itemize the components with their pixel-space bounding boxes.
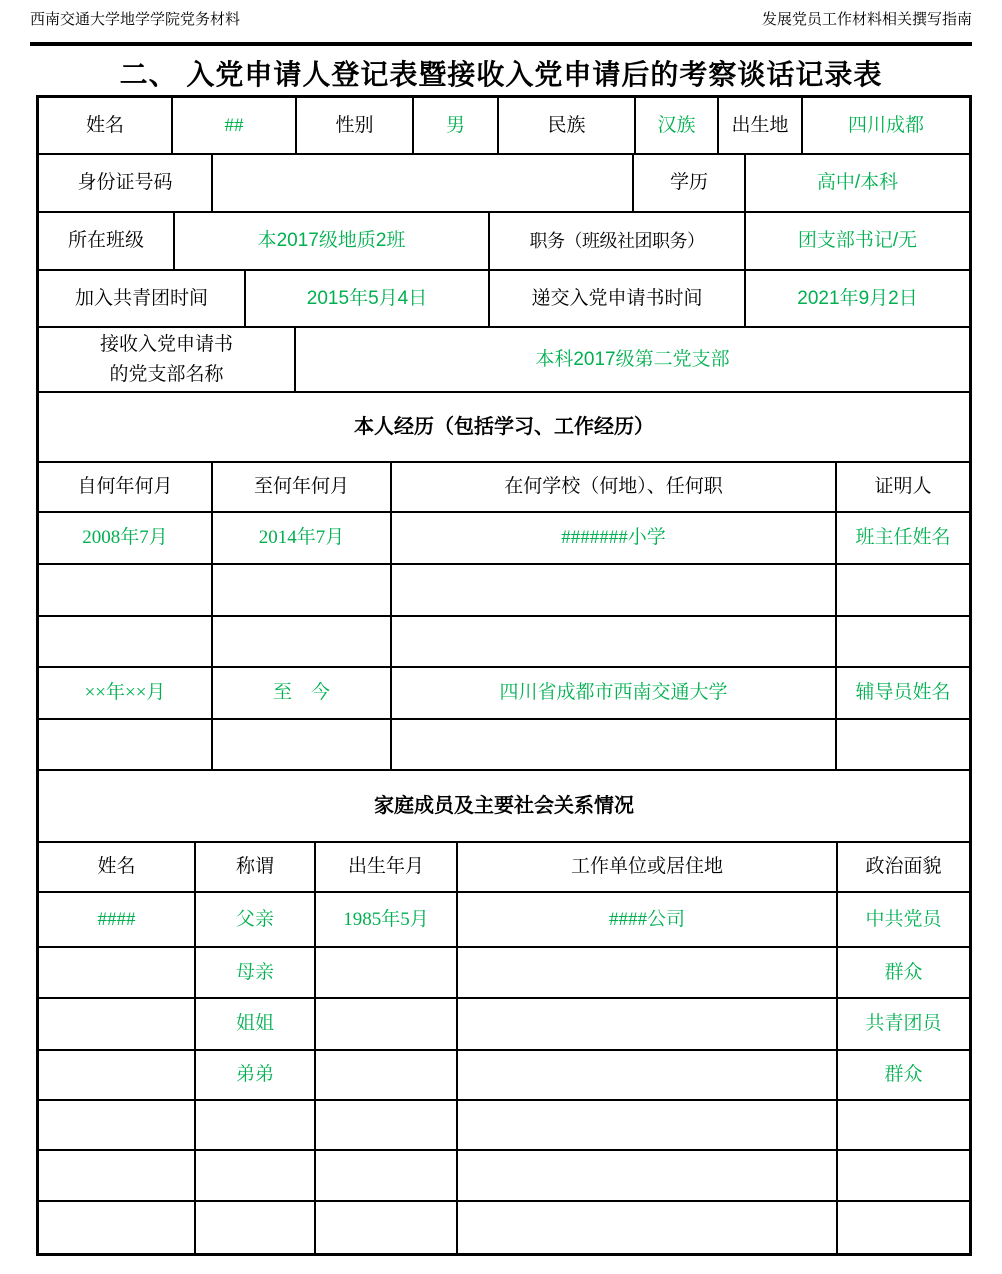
exp-cell-from: ××年××月 bbox=[39, 668, 213, 718]
ethnicity-label: 民族 bbox=[499, 98, 636, 153]
branch-label-line2: 的党支部名称 bbox=[109, 363, 224, 385]
fam-cell-politics bbox=[838, 1151, 969, 1200]
fam-cell-name bbox=[39, 1202, 196, 1253]
fam-cell-politics: 共青团员 bbox=[865, 1013, 942, 1035]
education-label: 学历 bbox=[634, 155, 746, 211]
exp-cell-to: 2014年7月 bbox=[213, 513, 392, 563]
exp-header-to: 至何年何月 bbox=[213, 463, 392, 511]
basic-row-1 bbox=[39, 98, 969, 155]
fam-cell-relation: 姐姐 bbox=[196, 999, 316, 1049]
exp-cell-witness bbox=[837, 565, 969, 615]
family-row bbox=[39, 893, 969, 948]
page-header bbox=[30, 8, 972, 29]
exp-cell-from bbox=[39, 720, 213, 769]
experience-header-row bbox=[39, 463, 969, 513]
gender-value: 男 bbox=[414, 98, 499, 153]
exp-row bbox=[39, 565, 969, 617]
exp-cell-witness bbox=[837, 617, 969, 666]
exp-header-school: 在何学校（何地）、任何职 bbox=[392, 463, 837, 511]
class-value: 本2017级地质2班 bbox=[175, 213, 490, 269]
fam-cell-relation: 母亲 bbox=[196, 948, 316, 997]
fam-cell-politics: 群众 bbox=[884, 961, 923, 983]
fam-cell-workplace bbox=[458, 1101, 838, 1149]
page-title: 二、 入党申请人登记表暨接收入党申请后的考察谈话记录表 bbox=[119, 59, 883, 90]
header-rule bbox=[30, 42, 972, 46]
family-section-row bbox=[39, 771, 969, 843]
fam-header-relation: 称谓 bbox=[196, 843, 316, 891]
application-label: 递交入党申请书时间 bbox=[490, 271, 746, 326]
exp-cell-to: 至 今 bbox=[213, 668, 392, 718]
fam-cell-workplace bbox=[458, 999, 838, 1049]
exp-cell-school bbox=[392, 565, 837, 615]
basic-row-2 bbox=[39, 155, 969, 213]
family-header-row bbox=[39, 843, 969, 893]
exp-row bbox=[39, 513, 969, 565]
fam-cell-relation bbox=[196, 1202, 316, 1253]
registration-table bbox=[36, 95, 972, 1256]
gender-label: 性别 bbox=[297, 98, 414, 153]
fam-cell-name bbox=[39, 1151, 196, 1200]
exp-cell-witness: 辅导员姓名 bbox=[855, 682, 951, 704]
fam-cell-workplace: ####公司 bbox=[458, 893, 838, 946]
exp-cell-from bbox=[39, 617, 213, 666]
name-label: 姓名 bbox=[39, 98, 173, 153]
fam-cell-relation: 父亲 bbox=[196, 893, 316, 946]
exp-cell-from: 2008年7月 bbox=[39, 513, 213, 563]
header-left-text: 西南交通大学地学学院党务材料 bbox=[30, 12, 241, 28]
exp-cell-to bbox=[213, 720, 392, 769]
fam-cell-name bbox=[39, 1051, 196, 1099]
branch-label bbox=[39, 328, 296, 391]
name-value: ## bbox=[173, 98, 297, 153]
basic-row-5 bbox=[39, 328, 969, 393]
fam-header-name: 姓名 bbox=[39, 843, 196, 891]
fam-cell-relation: 弟弟 bbox=[196, 1051, 316, 1099]
birthplace-label: 出生地 bbox=[719, 98, 803, 153]
birthplace-value: 四川成都 bbox=[847, 114, 924, 136]
fam-cell-name bbox=[39, 1101, 196, 1149]
position-label: 职务（班级社团职务） bbox=[490, 213, 746, 269]
family-row bbox=[39, 1101, 969, 1151]
exp-row bbox=[39, 617, 969, 668]
exp-row bbox=[39, 720, 969, 771]
fam-cell-birth bbox=[316, 999, 458, 1049]
fam-header-birth: 出生年月 bbox=[316, 843, 458, 891]
fam-cell-relation bbox=[196, 1151, 316, 1200]
family-section-title: 家庭成员及主要社会关系情况 bbox=[374, 794, 634, 817]
basic-row-3 bbox=[39, 213, 969, 271]
application-value: 2021年9月2日 bbox=[797, 287, 918, 309]
class-label: 所在班级 bbox=[39, 213, 175, 269]
experience-section-row bbox=[39, 393, 969, 463]
fam-cell-name: #### bbox=[39, 893, 196, 946]
experience-section-title: 本人经历（包括学习、工作经历） bbox=[354, 415, 654, 438]
family-row bbox=[39, 999, 969, 1051]
basic-row-4 bbox=[39, 271, 969, 328]
id-value bbox=[213, 155, 634, 211]
id-label: 身份证号码 bbox=[39, 155, 213, 211]
family-row bbox=[39, 1202, 969, 1253]
fam-header-politics: 政治面貌 bbox=[865, 856, 942, 878]
fam-cell-relation bbox=[196, 1101, 316, 1149]
fam-cell-birth: 1985年5月 bbox=[316, 893, 458, 946]
branch-label-line1: 接收入党申请书 bbox=[99, 334, 233, 356]
exp-cell-school bbox=[392, 720, 837, 769]
fam-cell-birth bbox=[316, 1202, 458, 1253]
fam-cell-workplace bbox=[458, 1051, 838, 1099]
fam-cell-workplace bbox=[458, 948, 838, 997]
fam-cell-birth bbox=[316, 1051, 458, 1099]
fam-cell-name bbox=[39, 999, 196, 1049]
fam-cell-birth bbox=[316, 1151, 458, 1200]
exp-cell-school: 四川省成都市西南交通大学 bbox=[392, 668, 837, 718]
exp-row bbox=[39, 668, 969, 720]
exp-cell-witness bbox=[837, 720, 969, 769]
fam-cell-politics bbox=[838, 1101, 969, 1149]
exp-cell-from bbox=[39, 565, 213, 615]
exp-cell-school: #######小学 bbox=[392, 513, 837, 563]
fam-cell-workplace bbox=[458, 1151, 838, 1200]
league-join-label: 加入共青团时间 bbox=[39, 271, 246, 326]
family-row bbox=[39, 1051, 969, 1101]
fam-cell-politics: 中共党员 bbox=[865, 908, 942, 930]
exp-cell-to bbox=[213, 565, 392, 615]
exp-cell-to bbox=[213, 617, 392, 666]
education-value: 高中/本科 bbox=[816, 172, 899, 194]
branch-value: 本科2017级第二党支部 bbox=[535, 348, 730, 370]
league-join-value: 2015年5月4日 bbox=[246, 271, 490, 326]
exp-cell-school bbox=[392, 617, 837, 666]
exp-header-from: 自何年何月 bbox=[39, 463, 213, 511]
family-row bbox=[39, 948, 969, 999]
ethnicity-value: 汉族 bbox=[636, 98, 719, 153]
fam-cell-politics bbox=[838, 1202, 969, 1253]
exp-cell-witness: 班主任姓名 bbox=[855, 527, 951, 549]
fam-cell-birth bbox=[316, 948, 458, 997]
family-row bbox=[39, 1151, 969, 1202]
fam-cell-politics: 群众 bbox=[884, 1064, 923, 1086]
position-value: 团支部书记/无 bbox=[797, 230, 918, 252]
exp-header-witness: 证明人 bbox=[874, 476, 932, 498]
fam-header-workplace: 工作单位或居住地 bbox=[458, 843, 838, 891]
fam-cell-birth bbox=[316, 1101, 458, 1149]
fam-cell-name bbox=[39, 948, 196, 997]
fam-cell-workplace bbox=[458, 1202, 838, 1253]
header-right-text: 发展党员工作材料相关撰写指南 bbox=[761, 12, 972, 28]
